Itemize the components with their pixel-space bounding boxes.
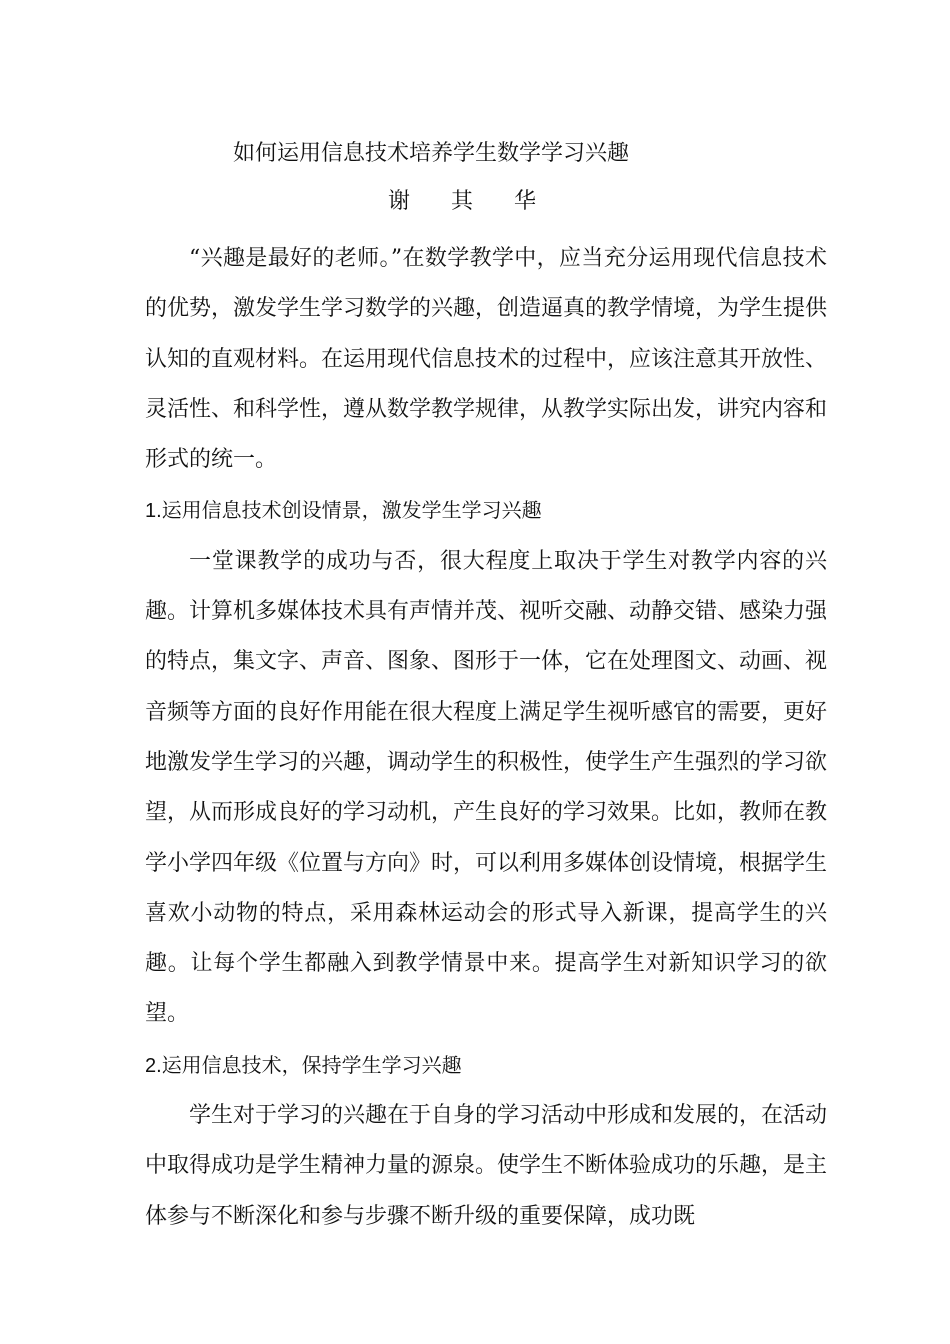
author-char-2: 其: [451, 189, 482, 214]
document-title: 如何运用信息技术培养学生数学学习兴趣: [233, 141, 630, 166]
section-1-title: 运用信息技术创设情景，激发学生学习兴趣: [161, 498, 542, 523]
author-char-1: 谢: [388, 189, 419, 214]
section-2-heading: [145, 1040, 827, 1091]
section-2-number: 2.: [145, 1054, 162, 1077]
section-2-paragraph: 学生对于学习的兴趣在于自身的学习活动中形成和发展的，在活动中取得成功是学生精神力量的源泉。使学生不断体验成功的乐趣，是主体参与不断深化和参与步骤不断升级的重要保障，成功既: [145, 1103, 828, 1229]
intro-paragraph: “兴趣是最好的老师。”在数学教学中，应当充分运用现代信息技术的优势，激发学生学习数学的兴趣，创造逼真的教学情境，为学生提供认知的直观材料。在运用现代信息技术的过程中，应该注意其开放性、灵活性、和科学性，遵从数学教学规律，从教学实际出发，讲究内容和形式的统一。: [145, 246, 828, 473]
section-1-heading: [145, 485, 827, 536]
author-char-3: 华: [514, 189, 545, 214]
author-name: [388, 187, 562, 217]
section-1-number: 1.: [145, 500, 162, 523]
section-1-paragraph: 一堂课教学的成功与否，很大程度上取决于学生对教学内容的兴趣。计算机多媒体技术具有声情并茂、视听交融、动静交错、感染力强的特点，集文字、声音、图象、图形于一体，它在处理图文、动画、视音频等方面的良好作用能在很大程度上满足学生视听感官的需要，更好地激发学生学习的兴趣，调动学生的积极性，使学生产生强烈的学习欲望，从而形成良好的学习动机，产生良好的学习效果。比如，教师在教学小学四年级《位置与方向》时，可以利用多媒体创设情境，根据学生喜欢小动物的特点，采用森林运动会的形式导入新课，提高学生的兴趣。让每个学生都融入到教学情景中来。提高学生对新知识学习的欲望。: [145, 548, 828, 1027]
document-body: [145, 234, 827, 1242]
section-2-title: 运用信息技术，保持学生学习兴趣: [161, 1052, 462, 1077]
